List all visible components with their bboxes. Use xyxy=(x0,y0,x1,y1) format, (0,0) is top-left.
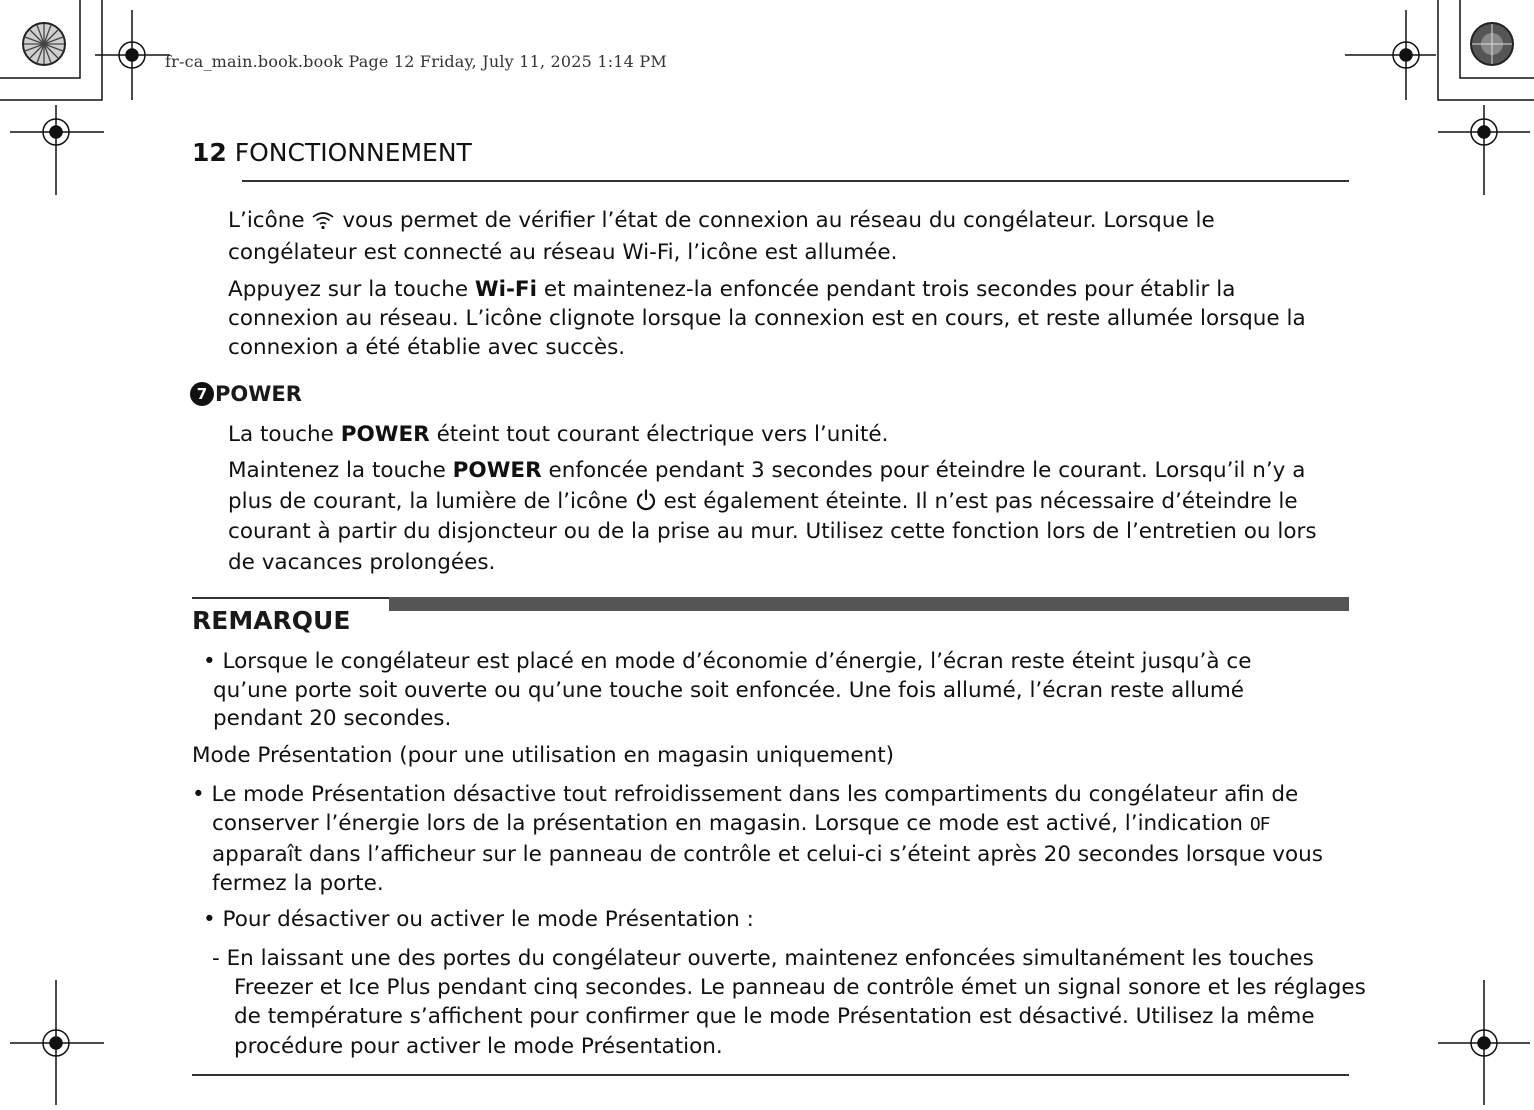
power-heading xyxy=(190,382,302,406)
color-target-icon xyxy=(1471,23,1513,65)
power-paragraph-2: Maintenez la touche POWER enfoncée pendant 3 secondes pour éteindre le courant. Lorsqu’il n’y a plus de courant, la lumière de l’icône est également éteinte. Il n’est pas nécessaire d’éteindre le courant à partir du disjoncteur ou de la prise au mur. Utilisez cette fonction lors de l’entretien ou lors de vacances prolongées. xyxy=(228,458,1317,575)
registration-mark-icon xyxy=(95,10,170,100)
note-heading-bar xyxy=(389,597,1349,611)
callout-number-badge: 7 xyxy=(190,382,214,406)
print-slug: fr-ca_main.book.book Page 12 Friday, July 11, 2025 1:14 PM xyxy=(165,52,667,71)
power-paragraph-1: La touche POWER éteint tout courant électrique vers l’unité. xyxy=(228,422,889,447)
note-title: REMARQUE xyxy=(192,606,351,635)
note-bullet-3: • Pour désactiver ou activer le mode Présentation : xyxy=(203,907,754,932)
demo-mode-heading: Mode Présentation (pour une utilisation en magasin uniquement) xyxy=(192,743,895,768)
header-rule xyxy=(242,180,1349,182)
registration-mark-icon xyxy=(10,105,104,195)
registration-mark-icon xyxy=(10,980,104,1105)
wifi-icon xyxy=(311,210,335,230)
note-dash-1: - En laissant une des portes du congélateur ouverte, maintenez enfoncées simultanément les touches Freezer et Ice Plus pendant cinq secondes. Le panneau de contrôle émet un signal sonore et les réglages de température s’affichent pour confirmer que le mode Présentation est désactivé. Utilisez la même procédure pour activer le mode Présentation. xyxy=(212,946,1366,1059)
note-bullet-1: • Lorsque le congélateur est placé en mode d’économie d’énergie, l’écran reste éteint jusqu’à ce qu’une porte soit ouverte ou qu’une touche soit enfoncée. Une fois allumé, l’écran reste allumé pendant 20 secondes. xyxy=(203,649,1252,731)
note-top-rule xyxy=(192,597,389,599)
power-icon xyxy=(635,489,657,511)
registration-mark-icon xyxy=(1345,10,1436,100)
page-number: 12 xyxy=(192,138,227,167)
wifi-paragraph-2: Appuyez sur la touche Wi-Fi et maintenez-la enfoncée pendant trois secondes pour établir la connexion au réseau. L’icône clignote lorsque la connexion est en cours, et reste allumée lorsque la connexion a été établie avec succès. xyxy=(228,277,1306,360)
registration-mark-icon xyxy=(1438,980,1530,1105)
note-bullet-2: • Le mode Présentation désactive tout refroidissement dans les compartiments du congélateur afin de conserver l’énergie lors de la présentation en magasin. Lorsque ce mode est activé, l’indication OF apparaît dans l’afficheur sur le panneau de contrôle et celui-ci s’éteint après 20 secondes lorsque vous fermez la porte. xyxy=(192,782,1323,896)
note-bottom-rule xyxy=(192,1074,1349,1076)
registration-mark-icon xyxy=(1438,105,1530,195)
wifi-key-label: Wi-Fi xyxy=(474,277,537,302)
wifi-paragraph-1: L’icône vous permet de vérifier l’état de connexion au réseau du congélateur. Lorsque le congélateur est connecté au réseau Wi-Fi, l’icône est allumée. xyxy=(228,208,1215,265)
display-code: OF xyxy=(1249,814,1270,836)
page-header xyxy=(192,138,472,167)
color-target-icon xyxy=(23,23,65,65)
section-title: FONCTIONNEMENT xyxy=(234,138,472,167)
power-heading-label: POWER xyxy=(215,382,302,406)
